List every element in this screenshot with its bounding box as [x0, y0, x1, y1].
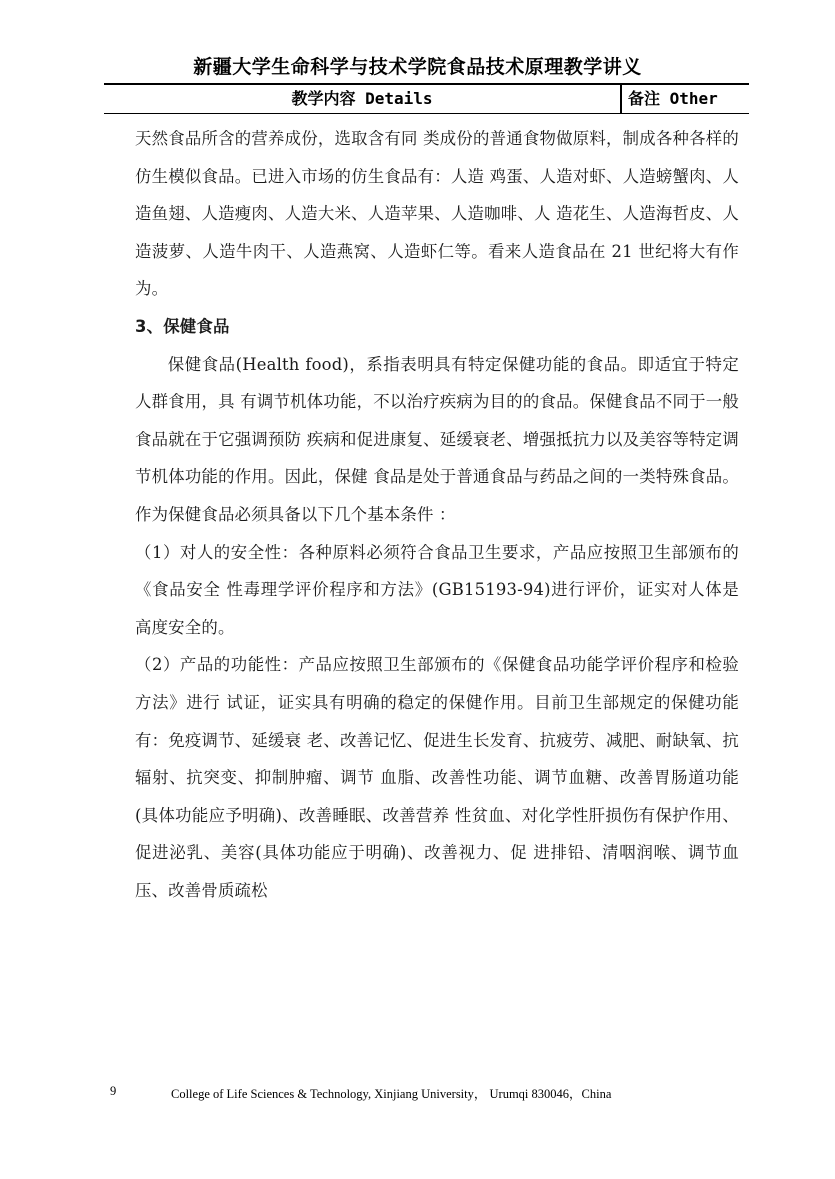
paragraph-health-food-definition: 保健食品(Health food)，系指表明具有特定保健功能的食品。即适宜于特定人群食用，具 有调节机体功能，不以治疗疾病为目的的食品。保健食品不同于一般食品就在于它强调预防 疾病和促进康复、延缓衰老、增强抵抗力以及美容等特定调节机体功能的作用。因此，保健 食品是处于普通食品与药品之间的一类特殊食品。作为保健食品必须具备以下几个基本条件 ：: [135, 354, 739, 524]
body-text: [135, 120, 739, 909]
column-divider: [620, 85, 622, 113]
page-number: 9: [110, 1084, 117, 1098]
paragraph-condition-safety: （1）对人的安全性：各种原料必须符合食品卫生要求，产品应按照卫生部颁布的《食品安全 性毒理学评价程序和方法》(GB15193-94)进行评价，证实对人体是高度安全的。: [135, 542, 739, 637]
paragraph-condition-function: （2）产品的功能性：产品应按照卫生部颁布的《保健食品功能学评价程序和检验方法》进行 试证，证实具有明确的稳定的保健作用。目前卫生部规定的保健功能有：免疫调节、延缓衰 老、改善记忆、促进生长发育、抗疲劳、减肥、耐缺氧、抗辐射、抗突变、抑制肿瘤、调节 血脂、改善性功能、调节血糖、改善胃肠道功能(具体功能应予明确)、改善睡眠、改善营养 性贫血、对化学性肝损伤有保护作用、促进泌乳、美容(具体功能应于明确)、改善视力、促 进排铅、清咽润喉、调节血压、改善骨质疏松: [135, 655, 739, 900]
notes-column-header: 备注 Other: [628, 89, 718, 108]
footer-affiliation: College of Life Sciences & Technology, Xinjiang University， Urumqi 830046，China: [171, 1087, 612, 1101]
paragraph-imitation-foods: 天然食品所含的营养成份，选取含有同 类成份的普通食物做原料，制成各种各样的仿生模似食品。已进入市场的仿生食品有：人造 鸡蛋、人造对虾、人造螃蟹肉、人造鱼翅、人造瘦肉、人造大米、人造苹果、人造咖啡、人 造花生、人造海哲皮、人造菠萝、人造牛肉干、人造燕窝、人造虾仁等。看来人造食品在 21 世纪将大有作为。: [135, 129, 739, 299]
document-title: 新疆大学生命科学与技术学院食品技术原理教学讲义: [193, 56, 642, 78]
page-footer: [0, 1084, 835, 1104]
content-column-header: 教学内容 Details: [291, 89, 433, 108]
section-heading-health-foods: 3、保健食品: [135, 316, 230, 336]
column-header-row: [104, 83, 749, 114]
